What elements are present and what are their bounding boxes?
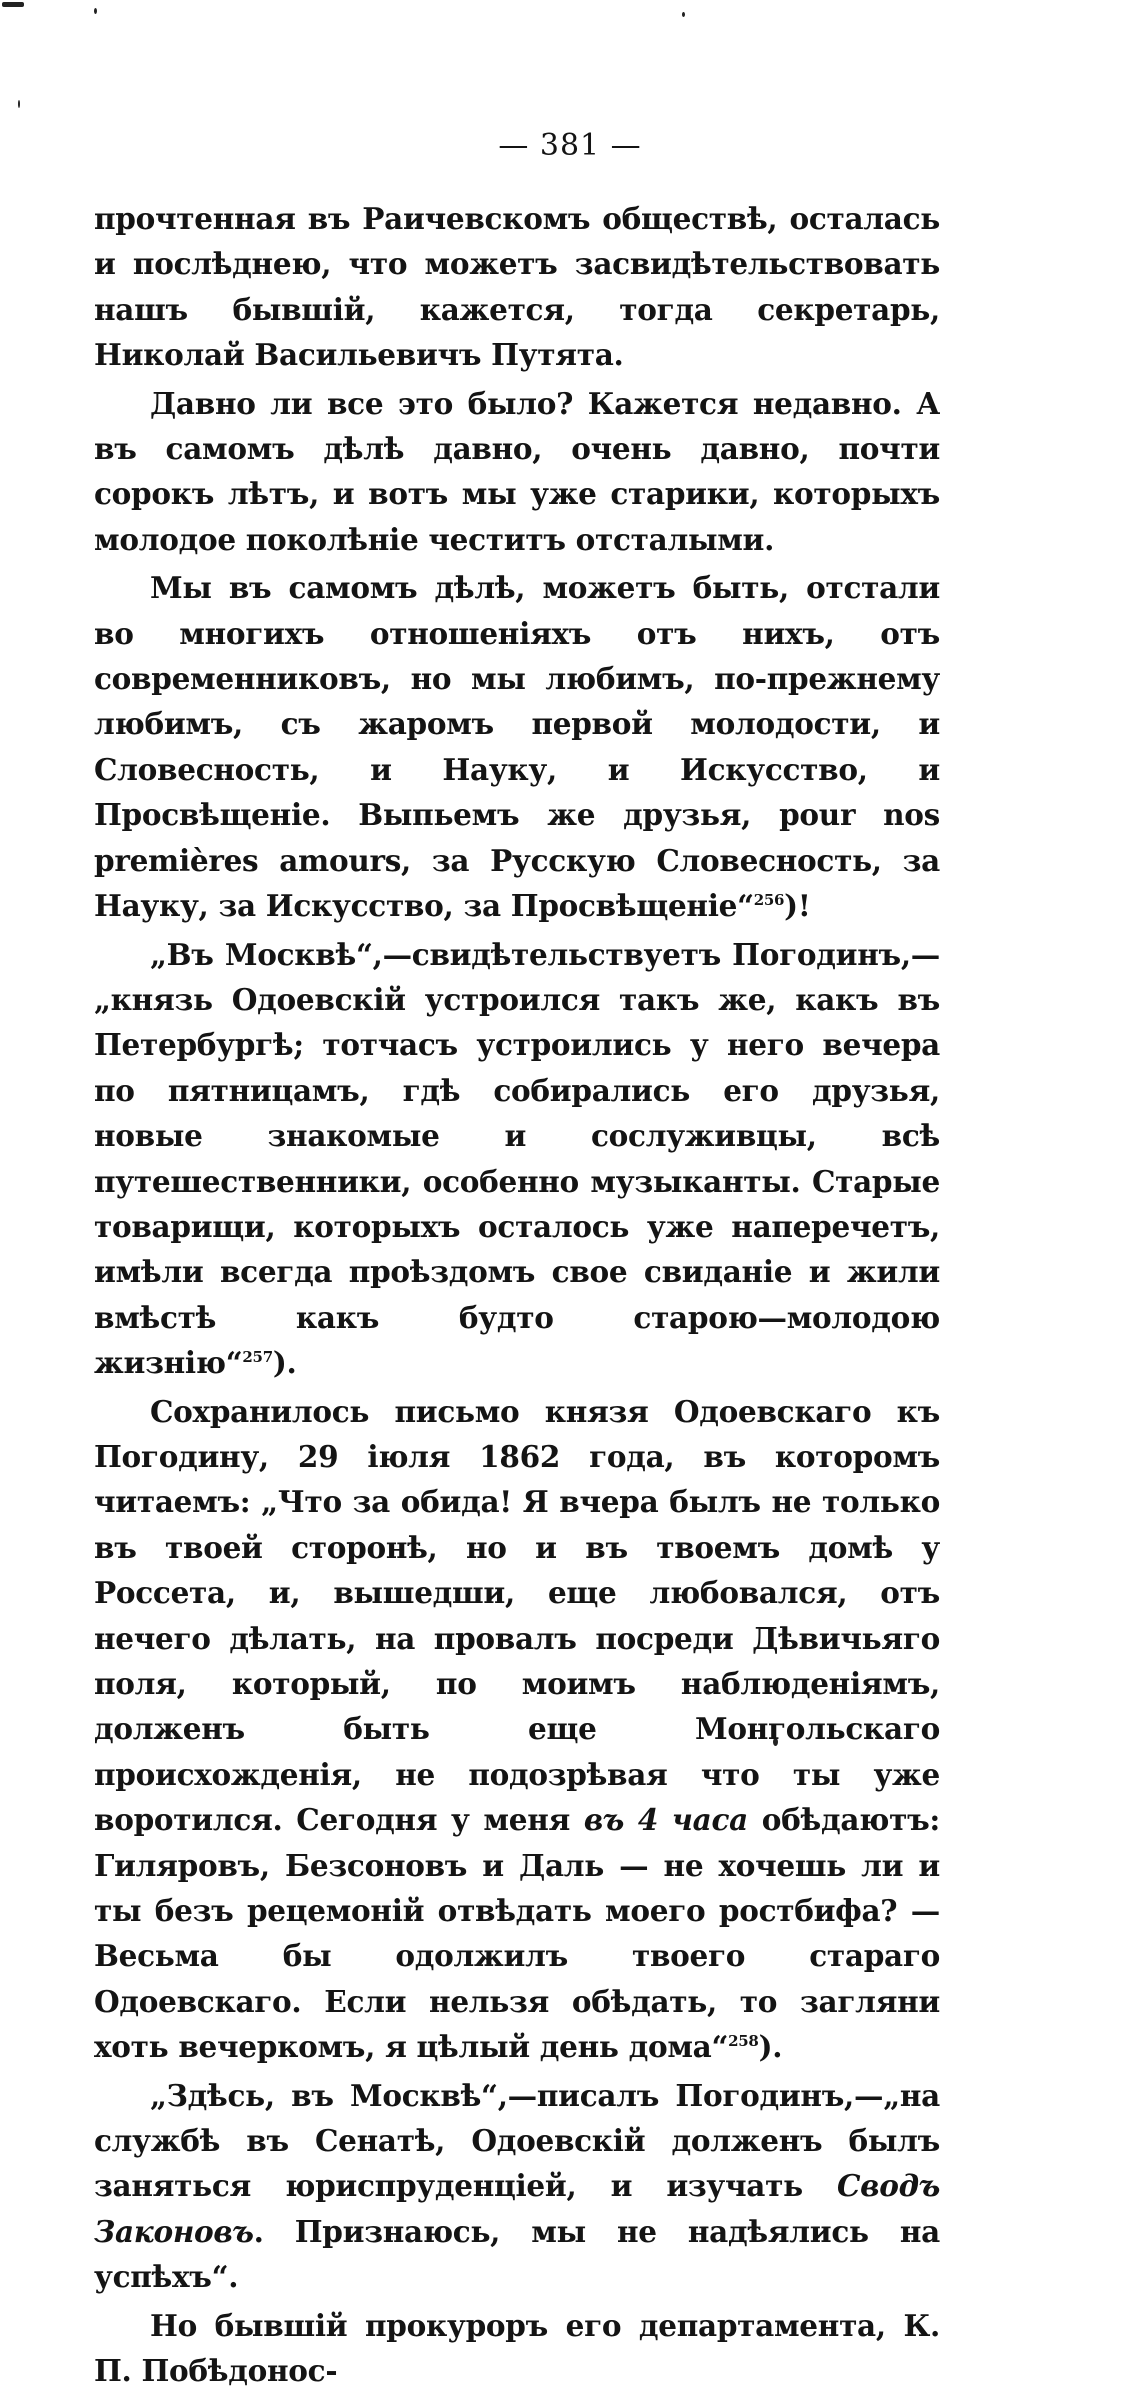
paragraph-2: Давно ли все это было? Кажется недавно. А въ самомъ дѣлѣ давно, очень давно, почти сорокъ лѣтъ, и вотъ мы уже старики, которыхъ молодое поколѣніе честитъ отсталыми. bbox=[94, 385, 940, 557]
paragraph-5-end: ). bbox=[758, 2029, 783, 2065]
ink-speck bbox=[2, 2, 24, 7]
footnote-ref-256: 256 bbox=[753, 891, 785, 910]
footnote-ref-258: 258 bbox=[728, 2032, 759, 2051]
body-text bbox=[94, 196, 940, 2397]
paragraph-6-text-b: . Признаюсь, мы не надѣялись на успѣхъ“. bbox=[94, 2213, 940, 2295]
paragraph-6-text-a: „Здѣсь, въ Москвѣ“,—писалъ Погодинъ,—„на службѣ въ Сенатѣ, Одоевскій долженъ былъ заняться юриспруденціей, и изучать bbox=[94, 2077, 940, 2204]
ink-speck bbox=[94, 8, 97, 14]
ink-speck bbox=[18, 100, 20, 108]
paragraph-3 bbox=[94, 565, 940, 928]
paragraph-6-italic: Сводъ Законовъ bbox=[94, 2168, 940, 2249]
paragraph-5-text-a: Сохранилось письмо князя Одоевскаго къ Погодину, 29 іюля 1862 года, въ которомъ читаемъ: „Что за обида! Я вчера былъ не только въ твоей сторонѣ, но и въ твоемъ домѣ у Россета, и, вышедши, еще любовался, отъ нечего дѣлать, на провалъ посреди Дѣвичьяго поля, который, по моимъ наблюденіямъ, долженъ быть еще Монгольскаго происхожденія, не подозрѣвая что ты уже воротился. Сегодня у меня bbox=[94, 1393, 940, 1838]
paragraph-3-end: )! bbox=[784, 888, 811, 924]
paragraph-5-italic: въ 4 часа bbox=[583, 1802, 748, 1838]
page-number: — 381 — bbox=[498, 128, 642, 163]
paragraph-6 bbox=[94, 2073, 940, 2300]
paragraph-7: Но бывшій прокуроръ его департамента, К. П. Побѣдонос- bbox=[94, 2307, 940, 2389]
paragraph-4-text: „Въ Москвѣ“,—свидѣтельствуетъ Погодинъ,—„князь Одоевскій устроился такъ же, какъ въ Петербургѣ; тотчасъ устроились у него вечера по пятницамъ, гдѣ собирались его друзья, новые знакомые и сослуживцы, всѣ путешественники, особенно музыканты. Старые товарищи, которыхъ осталось уже наперечетъ, имѣли всегда проѣздомъ свое свиданіе и жили вмѣстѣ какъ будто старою—молодою жизнію“ bbox=[94, 936, 940, 1381]
paragraph-4 bbox=[94, 932, 940, 1386]
paragraph-3-text: Мы въ самомъ дѣлѣ, можетъ быть, отстали во многихъ отношеніяхъ отъ нихъ, отъ современниковъ, но мы любимъ, по-прежнему любимъ, съ жаромъ первой молодости, и Словесность, и Науку, и Искусство, и Просвѣщеніе. Выпьемъ же друзья, pour nos premières amours, за Русскую Словесность, за Науку, за Искусство, за Просвѣщеніе“ bbox=[94, 570, 940, 924]
paragraph-5 bbox=[94, 1389, 940, 2070]
paragraph-5-text-b: обѣдаютъ: Гиляровъ, Безсоновъ и Даль — не хочешь ли и ты безъ рецемоній отвѣдать моего ростбифа? — Весьма бы одолжилъ твоего стараго Одоевскаго. Если нельзя обѣдать, то загляни хоть вечеркомъ, я цѣлый день дома“ bbox=[94, 1802, 940, 2065]
ink-speck bbox=[682, 12, 685, 17]
paragraph-4-end: ). bbox=[272, 1345, 297, 1381]
paragraph-1: прочтенная въ Раичевскомъ обществѣ, осталась и послѣднею, что можетъ засвидѣтельствовать нашъ бывшій, кажется, тогда секретарь, Николай Васильевичъ Путята. bbox=[94, 201, 940, 373]
footnote-ref-257: 257 bbox=[242, 1348, 273, 1367]
